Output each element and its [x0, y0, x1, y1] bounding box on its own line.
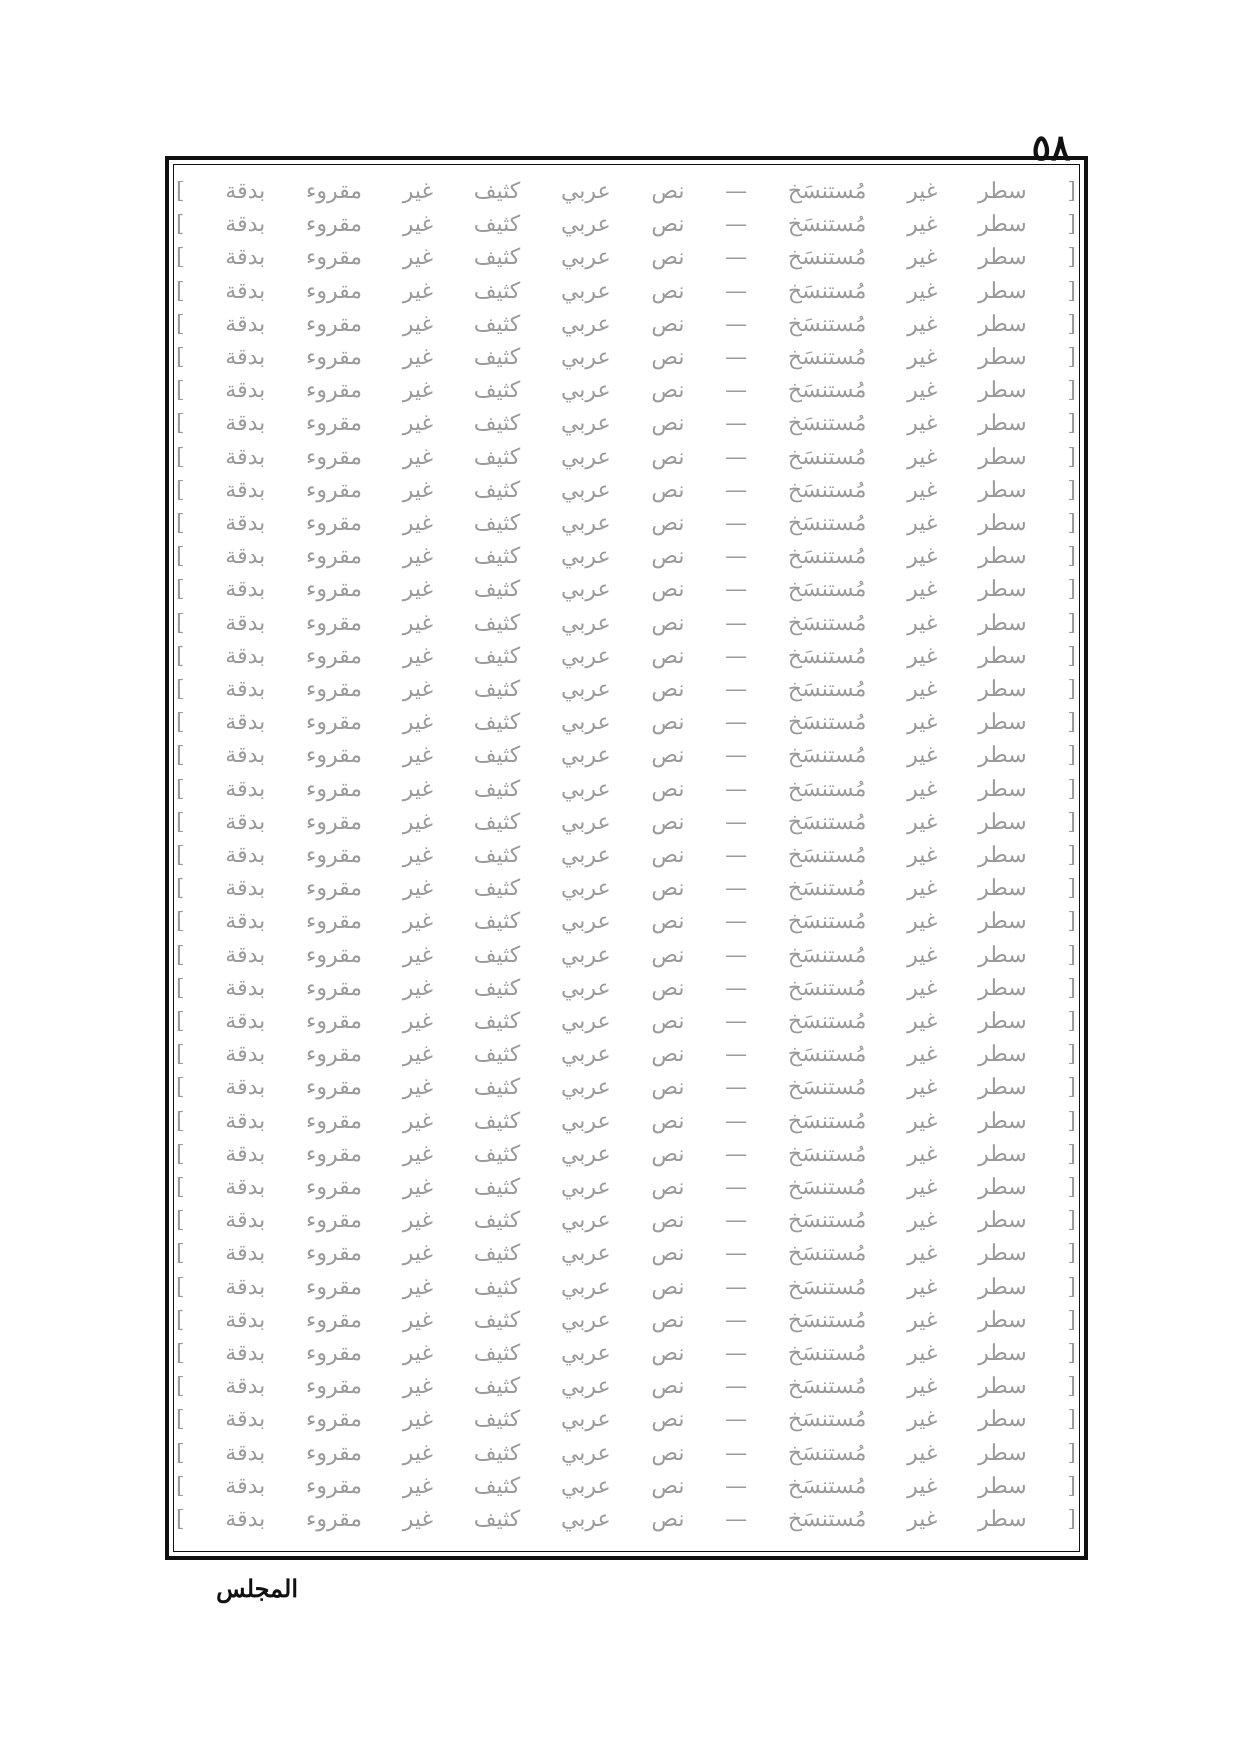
text-line: [ سطر غير مُستنسَخ — نص عربي كثيف غير مقروء بدقة ] [176, 776, 1076, 802]
text-line: [ سطر غير مُستنسَخ — نص عربي كثيف غير مقروء بدقة ] [176, 477, 1076, 503]
text-line: [ سطر غير مُستنسَخ — نص عربي كثيف غير مقروء بدقة ] [176, 544, 1076, 570]
text-line: [ سطر غير مُستنسَخ — نص عربي كثيف غير مقروء بدقة ] [176, 1175, 1076, 1200]
main-text-block [176, 176, 1076, 1546]
text-line: [ سطر غير مُستنسَخ — نص عربي كثيف غير مقروء بدقة ] [176, 1274, 1076, 1300]
text-line: [ سطر غير مُستنسَخ — نص عربي كثيف غير مقروء بدقة ] [176, 577, 1076, 603]
text-line: [ سطر غير مُستنسَخ — نص عربي كثيف غير مقروء بدقة ] [176, 1407, 1076, 1433]
text-line: [ سطر غير مُستنسَخ — نص عربي كثيف غير مقروء بدقة ] [176, 1075, 1076, 1101]
text-line: [ سطر غير مُستنسَخ — نص عربي كثيف غير مقروء بدقة ] [176, 942, 1076, 968]
text-line: [ سطر غير مُستنسَخ — نص عربي كثيف غير مقروء بدقة ] [176, 610, 1076, 636]
text-line: [ سطر غير مُستنسَخ — نص عربي كثيف غير مقروء بدقة ] [176, 677, 1076, 702]
text-line: [ سطر غير مُستنسَخ — نص عربي كثيف غير مقروء بدقة ] [176, 212, 1076, 238]
text-line: [ سطر غير مُستنسَخ — نص عربي كثيف غير مقروء بدقة ] [176, 1473, 1076, 1499]
text-line: [ سطر غير مُستنسَخ — نص عربي كثيف غير مقروء بدقة ] [176, 1307, 1076, 1333]
text-line: [ سطر غير مُستنسَخ — نص عربي كثيف غير مقروء بدقة ] [176, 876, 1076, 902]
page-number: ٥٨ [1031, 127, 1071, 169]
text-line: [ سطر غير مُستنسَخ — نص عربي كثيف غير مقروء بدقة ] [176, 975, 1076, 1001]
text-line: [ سطر غير مُستنسَخ — نص عربي كثيف غير مقروء بدقة ] [176, 311, 1076, 337]
text-line: [ سطر غير مُستنسَخ — نص عربي كثيف غير مقروء بدقة ] [176, 245, 1076, 271]
text-line: [ سطر غير مُستنسَخ — نص عربي كثيف غير مقروء بدقة ] [176, 710, 1076, 736]
text-line: [ سطر غير مُستنسَخ — نص عربي كثيف غير مقروء بدقة ] [176, 743, 1076, 769]
text-line: [ سطر غير مُستنسَخ — نص عربي كثيف غير مقروء بدقة ] [176, 1042, 1076, 1068]
catchword: المجلس [216, 1574, 298, 1603]
text-line: [ سطر غير مُستنسَخ — نص عربي كثيف غير مقروء بدقة ] [176, 1141, 1076, 1167]
text-line: [ سطر غير مُستنسَخ — نص عربي كثيف غير مقروء بدقة ] [176, 1440, 1076, 1466]
text-line: [ سطر غير مُستنسَخ — نص عربي كثيف غير مقروء بدقة ] [176, 909, 1076, 935]
text-line: [ سطر غير مُستنسَخ — نص عربي كثيف غير مقروء بدقة ] [176, 378, 1076, 404]
text-line: [ سطر غير مُستنسَخ — نص عربي كثيف غير مقروء بدقة ] [176, 511, 1076, 536]
text-line: [ سطر غير مُستنسَخ — نص عربي كثيف غير مقروء بدقة ] [176, 179, 1076, 204]
text-line: [ سطر غير مُستنسَخ — نص عربي كثيف غير مقروء بدقة ] [176, 1507, 1076, 1532]
text-line: [ سطر غير مُستنسَخ — نص عربي كثيف غير مقروء بدقة ] [176, 1009, 1076, 1034]
text-line: [ سطر غير مُستنسَخ — نص عربي كثيف غير مقروء بدقة ] [176, 1208, 1076, 1234]
text-line: [ سطر غير مُستنسَخ — نص عربي كثيف غير مقروء بدقة ] [176, 444, 1076, 470]
text-line: [ سطر غير مُستنسَخ — نص عربي كثيف غير مقروء بدقة ] [176, 278, 1076, 304]
text-line: [ سطر غير مُستنسَخ — نص عربي كثيف غير مقروء بدقة ] [176, 809, 1076, 835]
text-line: [ سطر غير مُستنسَخ — نص عربي كثيف غير مقروء بدقة ] [176, 1374, 1076, 1400]
text-line: [ سطر غير مُستنسَخ — نص عربي كثيف غير مقروء بدقة ] [176, 411, 1076, 437]
text-line: [ سطر غير مُستنسَخ — نص عربي كثيف غير مقروء بدقة ] [176, 1341, 1076, 1366]
text-line: [ سطر غير مُستنسَخ — نص عربي كثيف غير مقروء بدقة ] [176, 643, 1076, 669]
text-line: [ سطر غير مُستنسَخ — نص عربي كثيف غير مقروء بدقة ] [176, 1241, 1076, 1267]
text-line: [ سطر غير مُستنسَخ — نص عربي كثيف غير مقروء بدقة ] [176, 345, 1076, 370]
text-line: [ سطر غير مُستنسَخ — نص عربي كثيف غير مقروء بدقة ] [176, 1108, 1076, 1134]
text-line: [ سطر غير مُستنسَخ — نص عربي كثيف غير مقروء بدقة ] [176, 843, 1076, 868]
